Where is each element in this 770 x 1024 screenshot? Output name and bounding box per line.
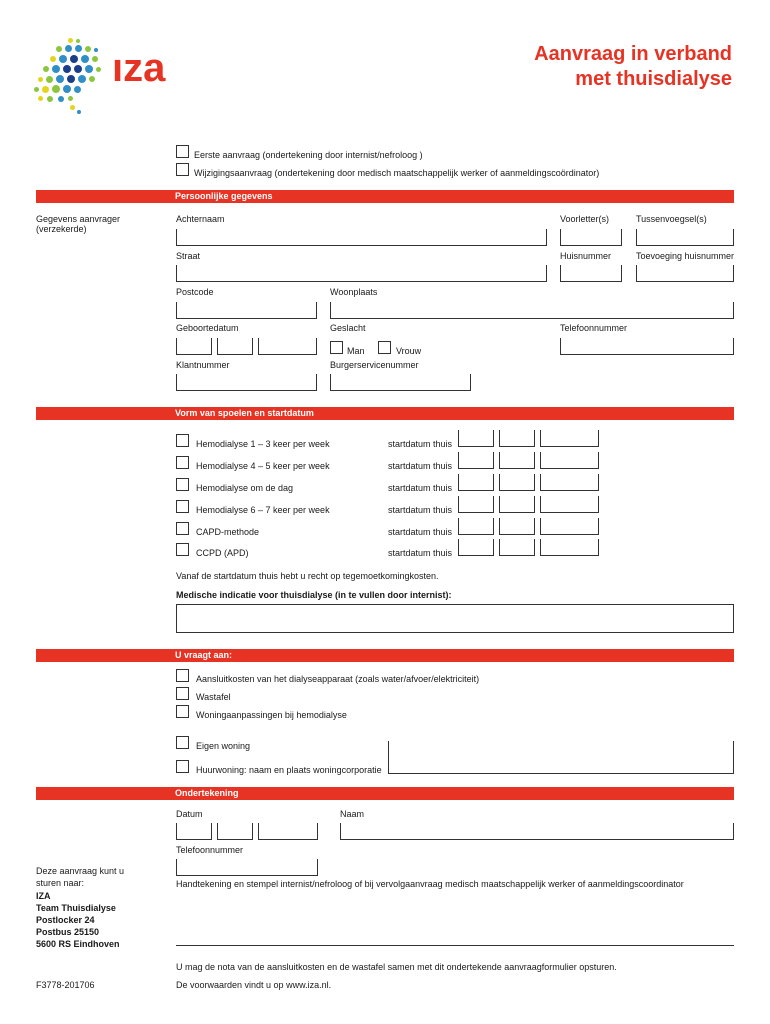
gender-label: Geslacht	[330, 323, 366, 333]
postcode-field[interactable]	[176, 302, 317, 319]
bsn-field[interactable]	[330, 374, 471, 391]
logo-dots-icon	[34, 36, 104, 116]
logo-wordmark: ıza	[112, 46, 166, 90]
phone-field[interactable]	[560, 338, 734, 355]
signature-stamp-label: Handtekening en stempel internist/nefroloog of bij vervolgaanvraag medisch maatschappelijk werker of aanmeldingscoordinator	[176, 879, 684, 889]
start-year-field[interactable]	[540, 474, 599, 491]
infix-label: Tussenvoegsel(s)	[636, 214, 707, 224]
rinse-option-label: Hemodialyse 6 – 7 keer per week	[196, 505, 330, 515]
city-label: Woonplaats	[330, 287, 378, 297]
house-suffix-field[interactable]	[636, 265, 734, 282]
start-month-field[interactable]	[499, 430, 535, 447]
washbasin-checkbox[interactable]	[176, 687, 189, 700]
rinse-option-checkbox[interactable]	[176, 456, 189, 469]
female-checkbox[interactable]	[378, 341, 391, 354]
start-day-field[interactable]	[458, 518, 494, 535]
first-request-checkbox[interactable]	[176, 145, 189, 158]
start-year-field[interactable]	[540, 452, 599, 469]
page-title: Aanvraag in verband met thuisdialyse	[534, 43, 732, 90]
house-suffix-label: Toevoeging huisnummer	[636, 251, 735, 261]
rinse-option-label: Hemodialyse om de dag	[196, 483, 294, 493]
iza-logo	[34, 36, 194, 116]
surname-field[interactable]	[176, 229, 547, 246]
indication-field[interactable]	[176, 604, 734, 633]
start-month-field[interactable]	[499, 539, 535, 556]
start-date-label: startdatum thuis	[388, 505, 453, 515]
bsn-label: Burgerservicenummer	[330, 360, 419, 370]
start-day-field[interactable]	[458, 539, 494, 556]
initials-field[interactable]	[560, 229, 622, 246]
start-month-field[interactable]	[499, 474, 535, 491]
conditions-note: De voorwaarden vindt u op www.iza.nl.	[176, 980, 332, 990]
sign-day-field[interactable]	[176, 823, 212, 840]
connection-costs-checkbox[interactable]	[176, 669, 189, 682]
rinse-option-checkbox[interactable]	[176, 522, 189, 535]
home-adaptation-label: Woningaanpassingen bij hemodialyse	[196, 710, 347, 720]
invoice-note: U mag de nota van de aansluitkosten en de wastafel samen met dit ondertekende aanvraagformulier opsturen.	[176, 962, 617, 972]
rinse-option-label: Hemodialyse 1 – 3 keer per week	[196, 439, 330, 449]
rental-home-checkbox[interactable]	[176, 760, 189, 773]
start-date-label: startdatum thuis	[388, 527, 453, 537]
rinse-option-checkbox[interactable]	[176, 434, 189, 447]
rinse-section-bar: Vorm van spoelen en startdatum	[36, 407, 734, 420]
sign-month-field[interactable]	[217, 823, 253, 840]
city-field[interactable]	[330, 302, 734, 319]
start-month-field[interactable]	[499, 452, 535, 469]
sign-phone-field[interactable]	[176, 859, 318, 876]
indication-heading: Medische indicatie voor thuisdialyse (in te vullen door internist):	[176, 590, 452, 600]
rinse-option-checkbox[interactable]	[176, 500, 189, 513]
signature-line[interactable]	[176, 945, 734, 946]
start-year-field[interactable]	[540, 430, 599, 447]
personal-section-bar: Persoonlijke gegevens	[36, 190, 734, 203]
sign-phone-label: Telefoonnummer	[176, 845, 244, 855]
start-month-field[interactable]	[499, 496, 535, 513]
reimbursement-note: Vanaf de startdatum thuis hebt u recht op tegemoetkomingkosten.	[176, 571, 439, 581]
rinse-option-checkbox[interactable]	[176, 478, 189, 491]
start-day-field[interactable]	[458, 430, 494, 447]
start-date-label: startdatum thuis	[388, 439, 453, 449]
rinse-option-label: CCPD (APD)	[196, 548, 249, 558]
start-day-field[interactable]	[458, 452, 494, 469]
start-date-label: startdatum thuis	[388, 548, 453, 558]
sign-date-label: Datum	[176, 809, 203, 819]
connection-costs-label: Aansluitkosten van het dialyseapparaat (zoals water/afvoer/elektriciteit)	[196, 674, 480, 684]
rinse-option-checkbox[interactable]	[176, 543, 189, 556]
birth-month-field[interactable]	[217, 338, 253, 355]
male-label: Man	[347, 346, 365, 356]
start-year-field[interactable]	[540, 518, 599, 535]
sign-name-field[interactable]	[340, 823, 734, 840]
start-date-label: startdatum thuis	[388, 461, 453, 471]
start-year-field[interactable]	[540, 496, 599, 513]
home-adaptation-checkbox[interactable]	[176, 705, 189, 718]
applicant-label: Gegevens aanvrager	[36, 214, 121, 224]
street-field[interactable]	[176, 265, 547, 282]
start-year-field[interactable]	[540, 539, 599, 556]
start-day-field[interactable]	[458, 496, 494, 513]
signature-section-bar: Ondertekening	[36, 787, 734, 800]
request-section-bar: U vraagt aan:	[36, 649, 734, 662]
client-number-field[interactable]	[176, 374, 317, 391]
start-month-field[interactable]	[499, 518, 535, 535]
surname-label: Achternaam	[176, 214, 225, 224]
start-day-field[interactable]	[458, 474, 494, 491]
sign-name-label: Naam	[340, 809, 365, 819]
initials-label: Voorletter(s)	[560, 214, 610, 224]
female-label: Vrouw	[396, 346, 422, 356]
sign-year-field[interactable]	[258, 823, 318, 840]
start-date-label: startdatum thuis	[388, 483, 453, 493]
housing-corporation-field[interactable]	[388, 741, 734, 774]
street-label: Straat	[176, 251, 201, 261]
rinse-option-label: Hemodialyse 4 – 5 keer per week	[196, 461, 330, 471]
rinse-option-label: CAPD-methode	[196, 527, 260, 537]
form-code: F3778-201706	[36, 980, 95, 990]
own-home-label: Eigen woning	[196, 741, 251, 751]
house-number-label: Huisnummer	[560, 251, 612, 261]
change-request-label: Wijzigingsaanvraag (ondertekening door medisch maatschappelijk werker of aanmeldingscoördinator)	[194, 168, 600, 178]
rental-home-label: Huurwoning: naam en plaats woningcorporatie	[196, 765, 382, 775]
phone-label: Telefoonnummer	[560, 323, 628, 333]
postcode-label: Postcode	[176, 287, 214, 297]
birth-year-field[interactable]	[258, 338, 317, 355]
infix-field[interactable]	[636, 229, 734, 246]
client-number-label: Klantnummer	[176, 360, 230, 370]
first-request-label: Eerste aanvraag (ondertekening door internist/nefroloog )	[194, 150, 423, 160]
house-number-field[interactable]	[560, 265, 622, 282]
birth-day-field[interactable]	[176, 338, 212, 355]
male-checkbox[interactable]	[330, 341, 343, 354]
applicant-sublabel: (verzekerde)	[36, 224, 87, 234]
birthdate-label: Geboortedatum	[176, 323, 239, 333]
own-home-checkbox[interactable]	[176, 736, 189, 749]
change-request-checkbox[interactable]	[176, 163, 189, 176]
washbasin-label: Wastafel	[196, 692, 231, 702]
